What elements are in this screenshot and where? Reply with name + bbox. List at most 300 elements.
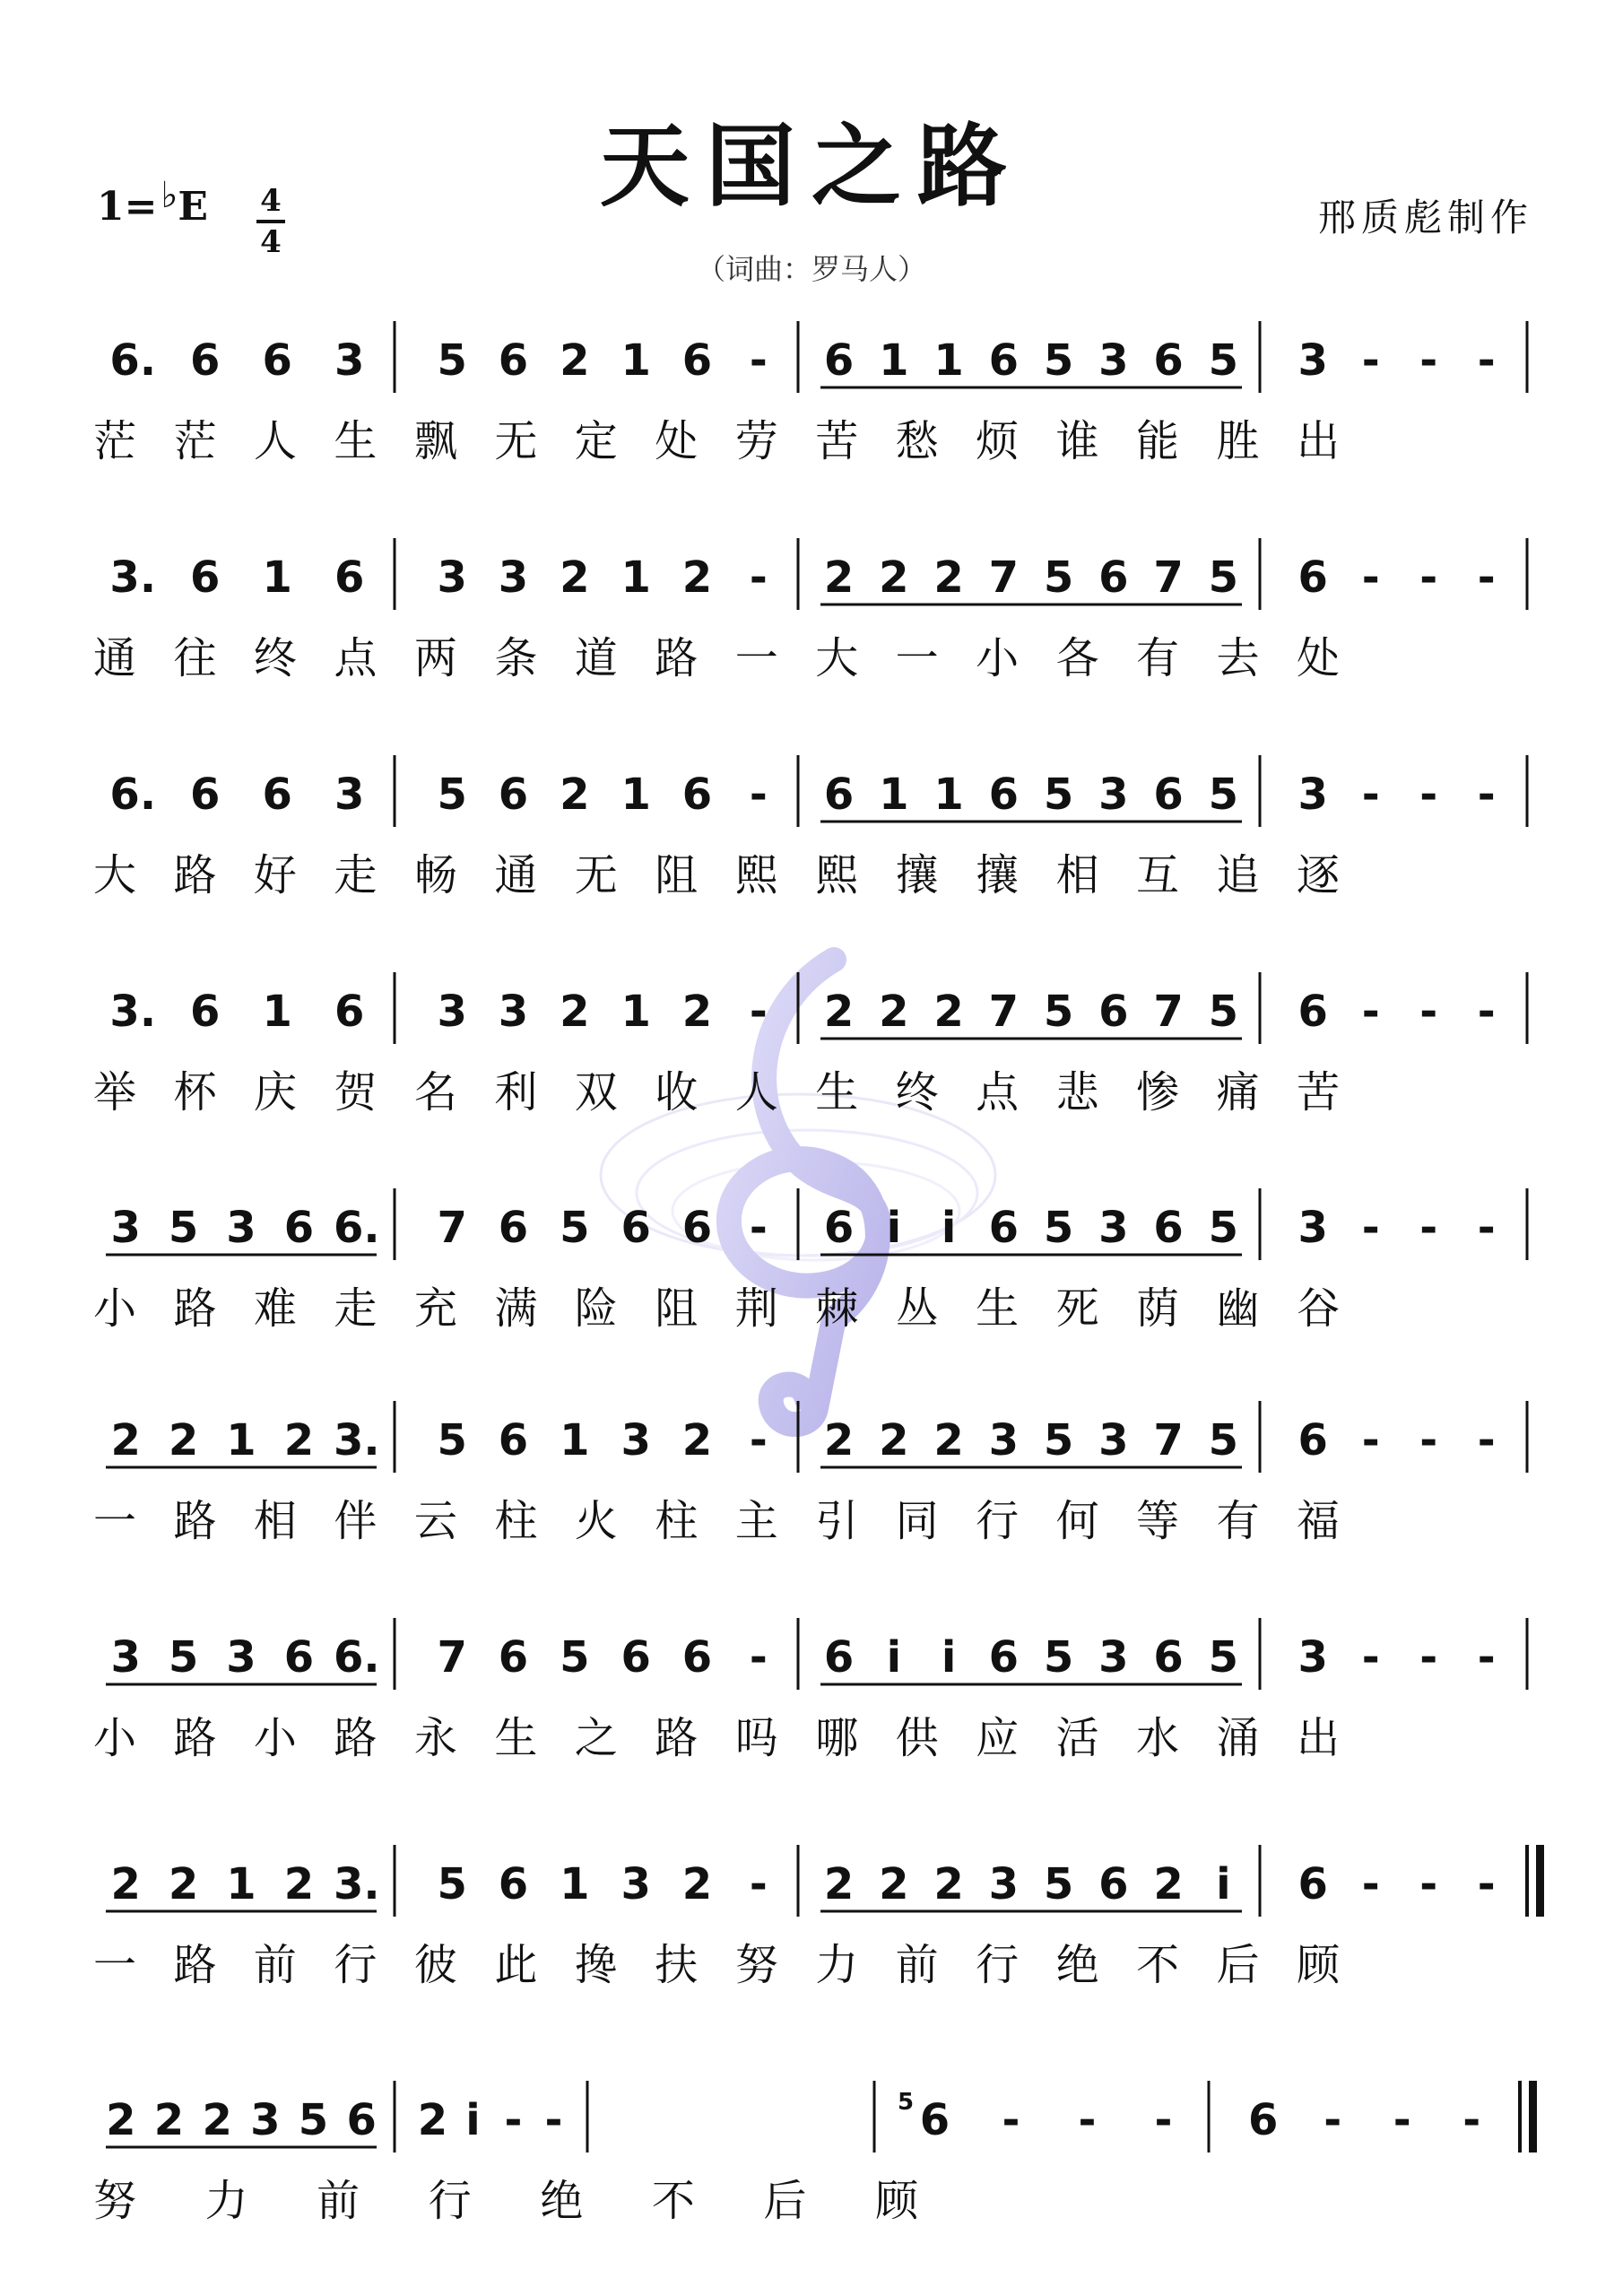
note-digit: 6 <box>262 770 292 820</box>
rest-dash: - <box>749 1632 768 1683</box>
note-digit: 6 <box>283 1203 315 1253</box>
rest-dash: - <box>1393 2095 1411 2145</box>
lyric-char: 行 <box>428 2176 472 2226</box>
lyric-char: 出 <box>1296 1713 1341 1763</box>
lyric-char: 路 <box>334 1713 378 1763</box>
note-digit: 2 <box>879 1859 909 1909</box>
rest-dash: - <box>1361 1859 1380 1909</box>
note-digit: 5 <box>168 1203 199 1253</box>
lyric-char: 人 <box>253 416 297 466</box>
note-digit: 5 <box>1043 1203 1074 1253</box>
lyric-char: 处 <box>1296 633 1341 683</box>
note-digit: 3. <box>333 1859 380 1909</box>
note-digit: 2 <box>110 1415 141 1465</box>
rest-dash: - <box>1477 1859 1496 1909</box>
time-top: 4 <box>260 183 282 219</box>
lyric-char: 终 <box>253 633 297 683</box>
lyric-char: 能 <box>1136 416 1180 466</box>
rest-dash: - <box>1419 770 1438 820</box>
lyric-char: 顾 <box>874 2176 919 2226</box>
note-digit: 3 <box>498 552 529 603</box>
lyric-char: 通 <box>92 633 137 683</box>
lyric-char: 伴 <box>334 1496 378 1546</box>
note-digit: 2 <box>879 987 909 1037</box>
lyric-char: 终 <box>895 1067 939 1118</box>
rest-dash: - <box>749 335 768 386</box>
lyric-char: 无 <box>494 416 538 466</box>
lyric-char: 互 <box>1136 850 1180 900</box>
lyric-char: 胜 <box>1216 416 1260 466</box>
lyric-char: 充 <box>413 1283 457 1334</box>
note-digit: 6 <box>988 770 1020 820</box>
rest-dash: - <box>1419 1415 1438 1465</box>
lyric-char: 飘 <box>413 416 457 466</box>
note-digit: 6 <box>190 552 221 603</box>
lyric-char: 丛 <box>895 1283 939 1334</box>
note-digit: 6 <box>988 1632 1020 1683</box>
note-digit: 5 <box>560 1203 590 1253</box>
lyric-char: 此 <box>494 1940 538 1990</box>
note-digit: 6 <box>190 335 221 386</box>
lyric-char: 无 <box>574 850 618 900</box>
note-digit: 2 <box>283 1415 315 1465</box>
lyric-char: 难 <box>253 1283 297 1334</box>
lyric-char: 之 <box>574 1713 618 1763</box>
note-digit: 5 <box>1043 552 1074 603</box>
note-digit: 5 <box>437 335 467 386</box>
note-digit: 7 <box>1153 987 1184 1037</box>
lyric-char: 苦 <box>815 416 859 466</box>
credit: 邢质彪制作 <box>1317 196 1533 239</box>
note-digit: 6 <box>334 552 365 603</box>
flat-sign: ♭ <box>161 174 178 216</box>
note-digit: 6 <box>334 987 365 1037</box>
note-digit: i <box>886 1632 902 1683</box>
note-digit: 3 <box>1298 1203 1328 1253</box>
lyric-char: 不 <box>651 2176 695 2226</box>
lyric-char: 死 <box>1055 1283 1099 1334</box>
lyric-char: 云 <box>413 1496 457 1546</box>
lyric-char: 悲 <box>1055 1067 1099 1118</box>
note-digit: 6 <box>1298 1415 1328 1465</box>
note-digit: 6 <box>346 2095 377 2145</box>
lyric-char: 处 <box>655 416 699 466</box>
note-digit: 5 <box>437 770 467 820</box>
lyric-char: 幽 <box>1216 1283 1260 1334</box>
note-digit: 3 <box>437 987 467 1037</box>
note-digit: 5 <box>1208 770 1239 820</box>
note-digit: 6 <box>498 1415 529 1465</box>
lyric-char: 搀 <box>574 1940 618 1990</box>
lyric-char: 收 <box>655 1067 699 1118</box>
grace-note: 5 <box>897 2089 915 2116</box>
note-digit: 6 <box>1298 552 1328 603</box>
lyric-char: 行 <box>976 1496 1020 1546</box>
lyric-char: 生 <box>976 1283 1020 1334</box>
note-digit: 6 <box>621 1632 651 1683</box>
subtitle: （词曲：罗马人） <box>696 252 926 286</box>
note-digit: 2 <box>933 987 964 1037</box>
note-digit: 1 <box>226 1415 256 1465</box>
note-digit: 3 <box>621 1859 651 1909</box>
lyric-char: 前 <box>253 1940 297 1990</box>
note-digit: 6 <box>823 770 855 820</box>
rest-dash: - <box>1078 2095 1097 2145</box>
note-digit: 2 <box>202 2095 232 2145</box>
rest-dash: - <box>749 1859 768 1909</box>
note-digit: 5 <box>437 1415 467 1465</box>
lyric-char: 路 <box>173 1496 217 1546</box>
note-digit: 6 <box>1298 1859 1328 1909</box>
note-digit: 3 <box>1098 1203 1129 1253</box>
lyric-char: 双 <box>574 1067 618 1118</box>
note-digit: i <box>886 1203 902 1253</box>
note-digit: i <box>1216 1859 1231 1909</box>
note-digit: 5 <box>1208 1632 1239 1683</box>
note-digit: 6 <box>1153 1203 1184 1253</box>
rest-dash: - <box>749 1415 768 1465</box>
lyric-char: 小 <box>92 1283 137 1334</box>
note-digit: 3. <box>109 987 157 1037</box>
note-digit: 1 <box>262 987 292 1037</box>
note-digit: 6 <box>988 1203 1020 1253</box>
lyric-char: 通 <box>494 850 538 900</box>
rest-dash: - <box>1477 335 1496 386</box>
note-digit: 6 <box>823 1632 855 1683</box>
lyric-char: 愁 <box>895 416 939 466</box>
note-digit: 5 <box>1043 335 1074 386</box>
note-digit: 6 <box>1098 552 1129 603</box>
note-digit: 1 <box>226 1859 256 1909</box>
note-digit: 6 <box>681 335 713 386</box>
note-digit: 5 <box>1043 987 1074 1037</box>
lyric-char: 小 <box>253 1713 297 1763</box>
note-digit: 1 <box>621 987 651 1037</box>
note-digit: 6 <box>988 335 1020 386</box>
lyric-char: 阻 <box>655 850 699 900</box>
lyric-char: 攘 <box>895 850 939 900</box>
lyric-char: 同 <box>895 1496 939 1546</box>
rest-dash: - <box>1419 552 1438 603</box>
note-digit: 3 <box>988 1859 1020 1909</box>
lyric-char: 一 <box>734 633 778 683</box>
note-digit: 6 <box>681 1203 713 1253</box>
note-digit: 3 <box>1098 1632 1129 1683</box>
note-digit: 2 <box>1153 1859 1184 1909</box>
lyric-char: 绝 <box>1055 1940 1099 1990</box>
rest-dash: - <box>1361 552 1380 603</box>
lyric-char: 出 <box>1296 416 1341 466</box>
note-digit: 2 <box>681 1415 713 1465</box>
lyric-char: 一 <box>895 633 939 683</box>
note-digit: 5 <box>1043 1632 1074 1683</box>
lyric-char: 顾 <box>1296 1940 1341 1990</box>
lyric-char: 生 <box>494 1713 538 1763</box>
note-digit: 6 <box>681 1632 713 1683</box>
note-digit: 5 <box>560 1632 590 1683</box>
note-digit: 6 <box>1153 335 1184 386</box>
lyric-char: 庆 <box>253 1067 297 1118</box>
rest-dash: - <box>1419 1632 1438 1683</box>
note-digit: 1 <box>933 770 964 820</box>
lyric-char: 路 <box>173 1713 217 1763</box>
note-digit: 3 <box>1298 1632 1328 1683</box>
rest-dash: - <box>1419 335 1438 386</box>
lyric-char: 大 <box>815 633 859 683</box>
lyric-char: 路 <box>173 850 217 900</box>
note-digit: 2 <box>168 1859 199 1909</box>
lyric-char: 彼 <box>413 1940 457 1990</box>
lyric-char: 畅 <box>413 850 457 900</box>
rest-dash: - <box>1361 987 1380 1037</box>
note-digit: 3. <box>109 552 157 603</box>
lyric-char: 哪 <box>815 1713 859 1763</box>
lyric-char: 惨 <box>1136 1067 1180 1118</box>
note-digit: 2 <box>823 987 855 1037</box>
note-digit: 7 <box>437 1203 467 1253</box>
note-digit: 2 <box>681 987 713 1037</box>
note-digit: 2 <box>560 552 590 603</box>
lyric-char: 扶 <box>655 1940 699 1990</box>
lyric-char: 绝 <box>540 2176 584 2226</box>
lyric-char: 各 <box>1055 633 1099 683</box>
lyric-char: 路 <box>173 1940 217 1990</box>
note-digit: 1 <box>560 1859 590 1909</box>
lyric-char: 阻 <box>655 1283 699 1334</box>
note-digit: 3 <box>1098 770 1129 820</box>
lyric-char: 举 <box>92 1067 137 1118</box>
lyric-char: 劳 <box>734 416 778 466</box>
lyric-char: 行 <box>334 1940 378 1990</box>
note-digit: 6 <box>498 1203 529 1253</box>
lyric-char: 行 <box>976 1940 1020 1990</box>
song-title: 天国之路 <box>600 113 1023 219</box>
note-digit: 6 <box>498 770 529 820</box>
lyric-char: 棘 <box>815 1283 859 1334</box>
rest-dash: - <box>1419 987 1438 1037</box>
note-digit: 2 <box>283 1859 315 1909</box>
rest-dash: - <box>1361 335 1380 386</box>
lyric-char: 杯 <box>173 1067 217 1118</box>
lyric-char: 努 <box>92 2176 137 2226</box>
note-digit: 6 <box>1098 1859 1129 1909</box>
note-digit: 2 <box>823 552 855 603</box>
lyric-char: 烦 <box>976 416 1020 466</box>
note-digit: 1 <box>560 1415 590 1465</box>
lyric-char: 生 <box>815 1067 859 1118</box>
lyric-char: 相 <box>1055 850 1099 900</box>
note-digit: 6 <box>621 1203 651 1253</box>
note-digit: 5 <box>437 1859 467 1909</box>
lyric-char: 永 <box>413 1713 457 1763</box>
note-digit: 3. <box>333 1415 380 1465</box>
rest-dash: - <box>1154 2095 1173 2145</box>
lyric-char: 道 <box>574 633 618 683</box>
lyric-char: 前 <box>317 2176 360 2226</box>
lyric-char: 点 <box>976 1067 1020 1118</box>
note-digit: 6. <box>333 1203 380 1253</box>
note-digit: 3 <box>1098 335 1129 386</box>
lyric-char: 有 <box>1216 1496 1260 1546</box>
rest-dash: - <box>1361 1203 1380 1253</box>
rest-dash: - <box>504 2095 523 2145</box>
lyric-char: 两 <box>413 633 457 683</box>
lyric-char: 力 <box>204 2176 248 2226</box>
rest-dash: - <box>1477 987 1496 1037</box>
lyric-char: 贺 <box>334 1067 378 1118</box>
lyric-char: 往 <box>173 633 217 683</box>
lyric-char: 何 <box>1055 1496 1099 1546</box>
note-digit: 6 <box>1153 1632 1184 1683</box>
lyric-char: 追 <box>1216 850 1260 900</box>
lyric-char: 谁 <box>1055 416 1099 466</box>
note-digit: 2 <box>823 1415 855 1465</box>
lyric-char: 条 <box>494 633 538 683</box>
note-digit: 1 <box>879 335 909 386</box>
rest-dash: - <box>544 2095 563 2145</box>
lyric-char: 不 <box>1136 1940 1180 1990</box>
lyric-char: 等 <box>1136 1496 1180 1546</box>
lyric-char: 后 <box>1216 1940 1260 1990</box>
note-digit: 3 <box>1098 1415 1129 1465</box>
key-note: E <box>178 184 208 230</box>
note-digit: 6 <box>498 335 529 386</box>
lyric-char: 利 <box>494 1067 538 1118</box>
rest-dash: - <box>1361 770 1380 820</box>
time-bottom: 4 <box>260 224 282 260</box>
note-digit: 2 <box>417 2095 448 2145</box>
lyric-char: 供 <box>895 1713 939 1763</box>
lyric-char: 茫 <box>92 416 137 466</box>
note-digit: 5 <box>298 2095 329 2145</box>
lyric-char: 福 <box>1296 1496 1341 1546</box>
lyric-char: 人 <box>734 1067 778 1118</box>
lyric-char: 荫 <box>1136 1283 1180 1334</box>
note-digit: 7 <box>1153 1415 1184 1465</box>
note-digit: 2 <box>681 1859 713 1909</box>
note-digit: 6. <box>109 770 157 820</box>
lyric-char: 吗 <box>734 1713 778 1763</box>
lyric-char: 小 <box>976 633 1020 683</box>
note-digit: 6 <box>919 2095 950 2145</box>
lyric-char: 引 <box>815 1496 859 1546</box>
note-digit: 5 <box>1043 1415 1074 1465</box>
rest-dash: - <box>749 770 768 820</box>
lyric-char: 相 <box>253 1496 297 1546</box>
note-digit: 3 <box>250 2095 281 2145</box>
lyric-char: 路 <box>655 1713 699 1763</box>
lyric-char: 生 <box>334 416 378 466</box>
note-digit: 6 <box>190 987 221 1037</box>
note-digit: 2 <box>153 2095 185 2145</box>
note-digit: 5 <box>1208 1415 1239 1465</box>
note-digit: 2 <box>879 1415 909 1465</box>
lyric-char: 一 <box>92 1940 137 1990</box>
lyric-char: 谷 <box>1296 1283 1341 1334</box>
note-digit: 3 <box>110 1203 141 1253</box>
lyric-char: 有 <box>1136 633 1180 683</box>
note-digit: 2 <box>168 1415 199 1465</box>
note-digit: 5 <box>1208 1203 1239 1253</box>
note-digit: 3 <box>437 552 467 603</box>
note-digit: 7 <box>988 552 1020 603</box>
lyric-char: 苦 <box>1296 1067 1341 1118</box>
rest-dash: - <box>1419 1203 1438 1253</box>
note-digit: 3 <box>621 1415 651 1465</box>
lyric-char: 攘 <box>976 850 1020 900</box>
note-digit: 2 <box>560 770 590 820</box>
rest-dash: - <box>749 987 768 1037</box>
lyric-char: 柱 <box>494 1496 538 1546</box>
note-digit: 2 <box>560 335 590 386</box>
rest-dash: - <box>1477 1415 1496 1465</box>
note-digit: 6 <box>498 1632 529 1683</box>
rest-dash: - <box>1002 2095 1020 2145</box>
note-digit: 3 <box>1298 335 1328 386</box>
note-digit: 5 <box>1208 987 1239 1037</box>
rest-dash: - <box>1419 1859 1438 1909</box>
lyric-char: 路 <box>173 1283 217 1334</box>
lyric-char: 活 <box>1055 1713 1099 1763</box>
note-digit: 1 <box>621 335 651 386</box>
note-digit: 3 <box>226 1632 256 1683</box>
note-digit: 1 <box>879 770 909 820</box>
note-digit: 3 <box>334 335 365 386</box>
note-digit: 1 <box>621 770 651 820</box>
lyric-char: 走 <box>334 1283 378 1334</box>
note-digit: 5 <box>1043 770 1074 820</box>
note-digit: 6 <box>1298 987 1328 1037</box>
rest-dash: - <box>1462 2095 1481 2145</box>
note-digit: i <box>941 1203 957 1253</box>
lyric-char: 主 <box>734 1496 778 1546</box>
note-digit: 6 <box>1098 987 1129 1037</box>
note-digit: 3 <box>334 770 365 820</box>
lyric-char: 前 <box>895 1940 939 1990</box>
rest-dash: - <box>749 552 768 603</box>
lyric-char: 熙 <box>734 850 778 900</box>
lyric-char: 茫 <box>173 416 217 466</box>
lyric-char: 柱 <box>655 1496 699 1546</box>
rest-dash: - <box>749 1203 768 1253</box>
lyric-char: 满 <box>494 1283 538 1334</box>
note-digit: 2 <box>933 1415 964 1465</box>
rest-dash: - <box>1324 2095 1342 2145</box>
final-bar-thick <box>1529 2081 1537 2152</box>
note-digit: i <box>465 2095 481 2145</box>
lyric-char: 熙 <box>815 850 859 900</box>
note-digit: 6 <box>1248 2095 1279 2145</box>
lyric-char: 水 <box>1136 1713 1180 1763</box>
lyric-char: 逐 <box>1296 850 1341 900</box>
note-digit: 7 <box>988 987 1020 1037</box>
note-digit: 2 <box>560 987 590 1037</box>
note-digit: 3 <box>1298 770 1328 820</box>
lyric-char: 应 <box>976 1713 1020 1763</box>
lyric-char: 努 <box>734 1940 778 1990</box>
rest-dash: - <box>1477 552 1496 603</box>
lyric-char: 后 <box>763 2176 807 2226</box>
note-digit: 5 <box>1208 552 1239 603</box>
lyric-char: 定 <box>574 416 618 466</box>
lyric-char: 点 <box>334 633 378 683</box>
note-digit: 2 <box>823 1859 855 1909</box>
note-digit: 6 <box>823 335 855 386</box>
note-digit: 6 <box>283 1632 315 1683</box>
note-digit: 7 <box>1153 552 1184 603</box>
note-digit: 3 <box>988 1415 1020 1465</box>
lyric-char: 小 <box>92 1713 137 1763</box>
